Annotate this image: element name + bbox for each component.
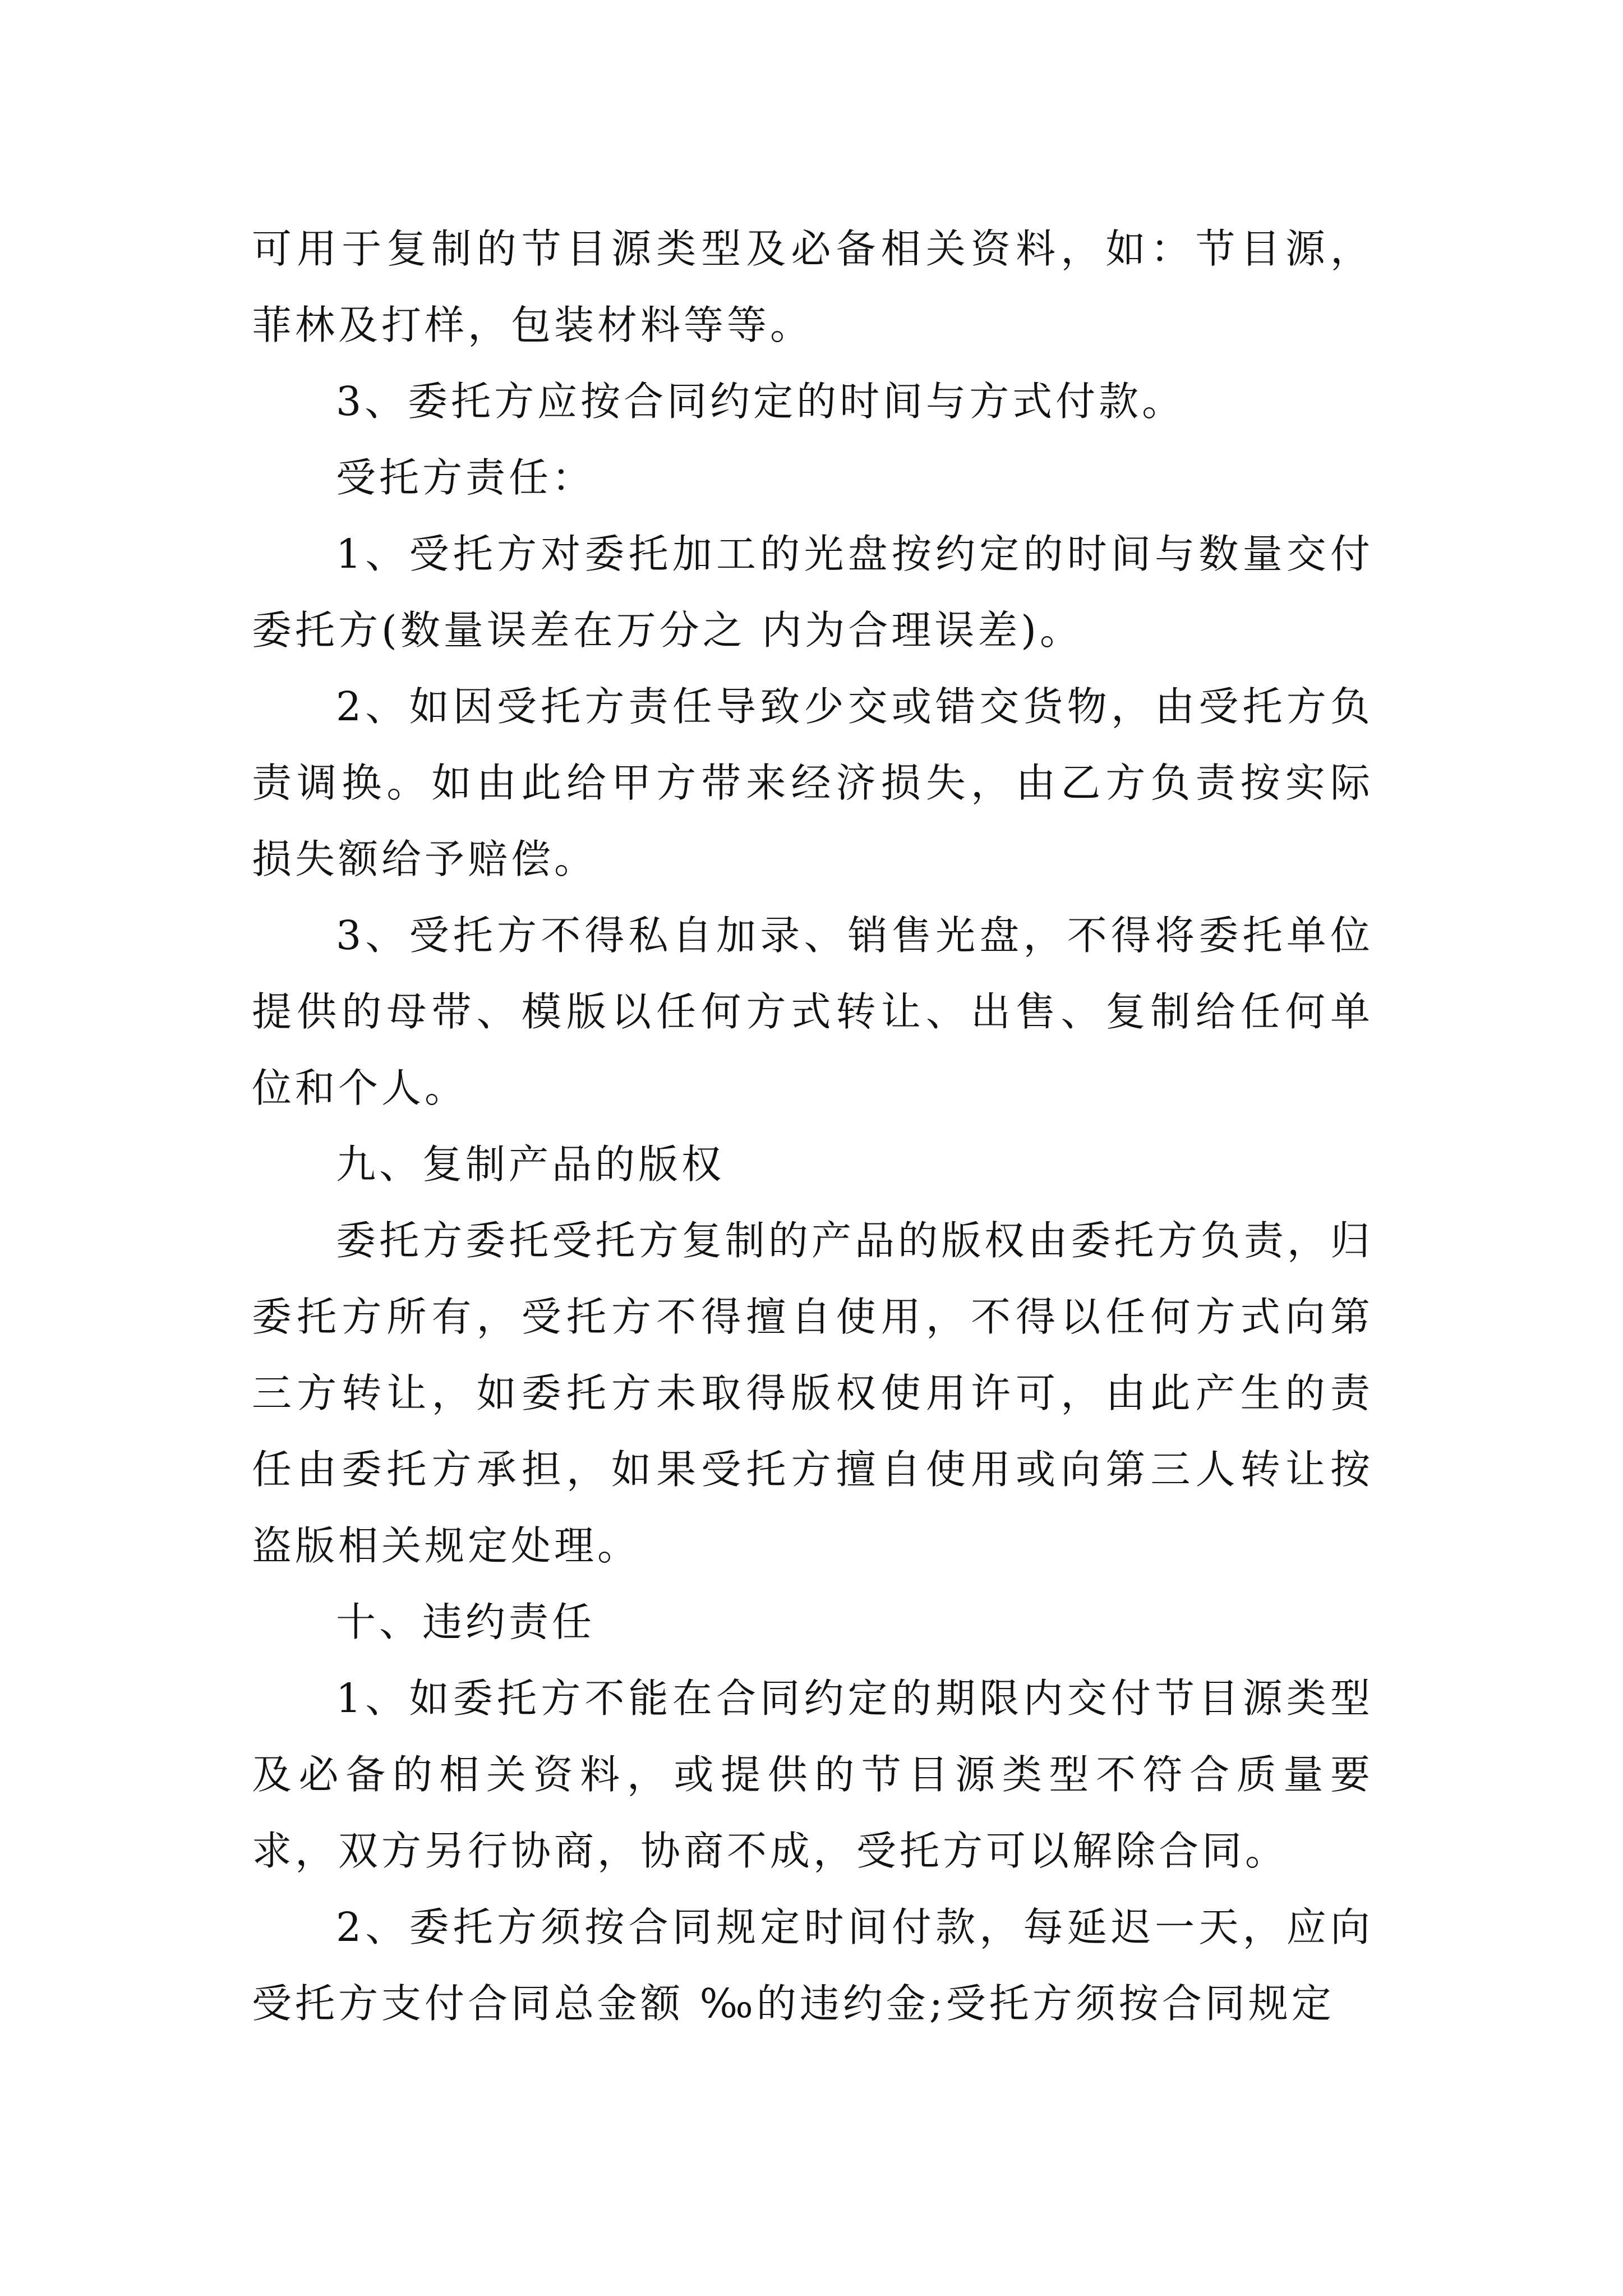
paragraph-client-payment: 3、委托方应按合同约定的时间与方式付款。 — [336, 378, 1186, 425]
section-heading-copyright: 九、复制产品的版权 — [336, 1141, 725, 1188]
paragraph-contractor-exchange: 2、如因受托方责任导致少交或错交货物，由受托方负责调换。如由此给甲方带来经济损失，由乙方负责按实际损失额给予赔偿。 — [252, 683, 1373, 882]
paragraph-breach-late-payment: 2、委托方须按合同规定时间付款，每延迟一天，应向受托方支付合同总金额 ‰的违约金;受托方须按合同规定 — [252, 1904, 1373, 2027]
document-body — [252, 211, 1373, 2042]
section-heading-breach: 十、违约责任 — [336, 1599, 596, 1645]
paragraph-contractor-prohibition: 3、受托方不得私自加录、销售光盘，不得将委托单位提供的母带、模版以任何方式转让、出售、复制给任何单位和个人。 — [252, 912, 1373, 1111]
paragraph-materials-continued: 可用于复制的节目源类型及必备相关资料，如：节目源，菲林及打样，包装材料等等。 — [252, 226, 1373, 348]
paragraph-contractor-delivery: 1、受托方对委托加工的光盘按约定的时间与数量交付委托方(数量误差在万分之 内为合理误差)。 — [252, 531, 1373, 654]
heading-contractor-responsibility: 受托方责任： — [336, 454, 596, 501]
paragraph-copyright: 委托方委托受托方复制的产品的版权由委托方负责，归委托方所有，受托方不得擅自使用，不得以任何方式向第三方转让，如委托方未取得版权使用许可，由此产生的责任由委托方承担，如果受托方擅自使用或向第三人转让按盗版相关规定处理。 — [252, 1217, 1373, 1569]
paragraph-breach-source-delivery: 1、如委托方不能在合同约定的期限内交付节目源类型及必备的相关资料，或提供的节目源类型不符合质量要求，双方另行协商，协商不成，受托方可以解除合同。 — [252, 1675, 1373, 1874]
